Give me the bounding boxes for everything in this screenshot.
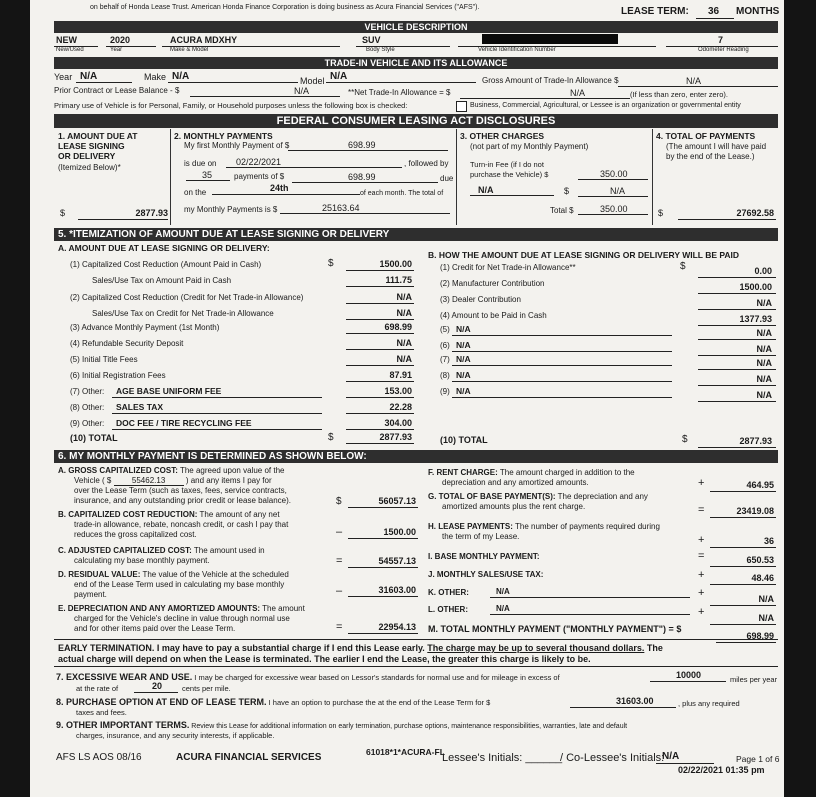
item-h-value: 36 (763, 536, 774, 546)
body-style-caption: Body Style (366, 47, 395, 53)
followed-by-label: , followed by (404, 159, 449, 168)
amount-due-dollar: $ (60, 208, 66, 218)
item-l-value: N/A (758, 613, 774, 623)
footer-doc-code: 61018*1*ACURA-FL (366, 747, 445, 757)
item-a: A. GROSS CAPITALIZED COST: The agreed upon value of the (58, 466, 285, 475)
item-b-text3: reduces the gross capitalized cost. (74, 530, 197, 539)
year-value: 2020 (110, 35, 131, 45)
new-used-caption: New/Used (56, 47, 84, 53)
vin-caption: Vehicle Identification Number (478, 47, 556, 53)
item-e-value: 22954.13 (378, 622, 416, 632)
item9-line1: 9. OTHER IMPORTANT TERMS. Review this Lease for additional information on early termination, purchase options, maintenance responsibilities, warranties, late and default (56, 720, 628, 730)
section5-b-item-label: (8) (440, 371, 450, 380)
section5-b-item-value: N/A (756, 298, 772, 308)
section5-a-item-value: 1500.00 (379, 259, 412, 269)
new-used-value: NEW (56, 35, 77, 45)
section5-a-item-name: SALES TAX (116, 402, 164, 412)
item-e-text3: and for other items paid over the Lease Term. (74, 624, 236, 633)
total-payments-sub1: (The amount I will have paid (666, 142, 767, 151)
item-d-op: – (336, 585, 343, 597)
item8-line1: 8. PURCHASE OPTION AT END OF LEASE TERM. I have an option to purchase the at the end of the Lease Term for $ (56, 697, 491, 707)
federal-disclosures-bar: FEDERAL CONSUMER LEASING ACT DISCLOSURES (54, 114, 778, 128)
item-g-op: = (698, 504, 705, 516)
section5-b-item-label: (7) (440, 355, 450, 364)
item-j-value: 48.46 (751, 573, 774, 583)
section5-b-total-dollar: $ (682, 434, 688, 445)
section5-b-item-value: 1500.00 (739, 282, 772, 292)
item-j-op: + (698, 569, 705, 581)
item-i: I. BASE MONTHLY PAYMENT: (428, 552, 540, 561)
section5-a-total-value: 2877.93 (379, 432, 412, 442)
item-f-op: + (698, 477, 705, 489)
item-k-op: + (698, 587, 705, 599)
item-m: M. TOTAL MONTHLY PAYMENT ("MONTHLY PAYMENT") = $ (428, 624, 682, 634)
trade-gross-value: N/A (686, 76, 702, 86)
other-charges-sub: (not part of my Monthly Payment) (470, 142, 589, 151)
item-e-op: = (336, 621, 343, 633)
due-on-date: 02/22/2021 (236, 157, 282, 167)
item-b-text2: trade-in allowance, rebate, noncash credit, or cash I pay that (74, 520, 289, 529)
section5-a-item-value: 87.91 (389, 370, 412, 380)
trade-gross-label: Gross Amount of Trade-In Allowance $ (482, 76, 619, 85)
trade-year-label: Year (54, 72, 73, 82)
business-use-text: Business, Commercial, Agricultural, or Lessee is an organization or governmental entity (470, 102, 741, 109)
item-b-op: – (336, 526, 343, 538)
section5-a-item-label: Sales/Use Tax on Amount Paid in Cash (92, 276, 232, 285)
item-a-value: 56057.13 (378, 496, 416, 506)
item-k: K. OTHER: (428, 588, 469, 597)
item-g-text2: amortized amounts plus the rent charge. (442, 502, 586, 511)
total-payments-dollar: $ (658, 208, 664, 218)
section5-a-item-label: (7) Other: (70, 387, 105, 396)
section5-b-item-label: (4) Amount to be Paid in Cash (440, 311, 547, 320)
section5-a-item-value: 153.00 (384, 386, 412, 396)
section5-a-item-label: Sales/Use Tax on Credit for Net Trade-in Allowance (92, 309, 274, 318)
item-f-text2: depreciation and any amortized amounts. (442, 478, 589, 487)
section5-a-item-label: (3) Advance Monthly Payment (1st Month) (70, 323, 220, 332)
section5-b-item-value: 1377.93 (739, 314, 772, 324)
amount-due-value: 2877.93 (135, 208, 168, 218)
section5-b-total-label: (10) TOTAL (440, 435, 488, 445)
lease-term-label: LEASE TERM: (621, 6, 689, 17)
section5-b-item-name: N/A (456, 386, 471, 396)
item-i-op: = (698, 550, 705, 562)
section5-b-item-value: N/A (756, 358, 772, 368)
section5-b-item-label: (9) (440, 387, 450, 396)
section5-a-title: A. AMOUNT DUE AT LEASE SIGNING OR DELIVERY: (58, 243, 270, 253)
item-a-vehicle: Vehicle ( $ 55462.13 ) and any items I pay for (74, 476, 272, 485)
item8-value: 31603.00 (616, 696, 654, 706)
payment-value: 698.99 (348, 172, 376, 182)
total-monthly-value: 25163.64 (322, 203, 360, 213)
section5-b-title: B. HOW THE AMOUNT DUE AT LEASE SIGNING OR DELIVERY WILL BE PAID (428, 250, 740, 260)
early-termination-line1: EARLY TERMINATION. I may have to pay a substantial charge if I end this Lease early. The charge may be up to several thousand dollars. The (58, 643, 663, 653)
other-charge-dollar: $ (564, 186, 570, 196)
trade-net-value: N/A (570, 88, 586, 98)
item-b: B. CAPITALIZED COST REDUCTION: The amount of any net (58, 510, 280, 519)
due-label: due (440, 174, 454, 183)
trade-model-value: N/A (330, 71, 348, 82)
each-month-label: of each month. The total of (360, 190, 444, 197)
payment-count: 35 (202, 170, 213, 180)
section5-b-total-value: 2877.93 (739, 436, 772, 446)
section5-b-item-name: N/A (456, 324, 471, 334)
section5-b-item-value: N/A (756, 374, 772, 384)
first-payment-value: 698.99 (348, 140, 376, 150)
item9-text2: charges, insurance, and any security interests, if applicable. (76, 731, 275, 740)
section5-a-item-value: 304.00 (384, 418, 412, 428)
primary-use-text: Primary use of Vehicle is for Personal, Family, or Household purposes unless the following box is checked: (54, 101, 408, 110)
section5-a-item-value: N/A (396, 292, 412, 302)
footer-company: ACURA FINANCIAL SERVICES (176, 752, 322, 763)
section5-b-item-label: (3) Dealer Contribution (440, 295, 521, 304)
section5-a-item-value: N/A (396, 338, 412, 348)
section5-b-dollar: $ (680, 261, 686, 272)
item-e-text2: charged for the Vehicle's decline in value through normal use (74, 614, 290, 623)
item-l-op: + (698, 606, 705, 618)
item-c: C. ADJUSTED CAPITALIZED COST: The amount used in (58, 546, 265, 555)
monthly-payments-title: 2. MONTHLY PAYMENTS (174, 131, 273, 141)
section5-a-item-label: (2) Capitalized Cost Reduction (Credit for Net Trade-in Allowance) (70, 293, 304, 302)
other-charges-total-value: 350.00 (600, 204, 628, 214)
item-c-value: 54557.13 (378, 556, 416, 566)
item-f: F. RENT CHARGE: The amount charged in addition to the (428, 468, 635, 477)
item-m-value: 698.99 (746, 631, 774, 641)
item-c-text2: calculating my base monthly payment. (74, 556, 210, 565)
footer-timestamp: 02/22/2021 01:35 pm (678, 765, 765, 775)
item-g: G. TOTAL OF BASE PAYMENT(S): The depreciation and any (428, 492, 648, 501)
amount-due-sub: (Itemized Below)* (58, 163, 121, 172)
trade-in-bar: TRADE-IN VEHICLE AND ITS ALLOWANCE (54, 57, 778, 69)
item8-text2: , plus any required (678, 699, 740, 708)
item-d-text3: payment. (74, 590, 107, 599)
turnin-fee-value: 350.00 (600, 169, 628, 179)
trade-prior-value: N/A (294, 86, 310, 96)
odometer-value: 7 (718, 35, 724, 45)
lease-term-unit: MONTHS (736, 6, 780, 17)
item8-text3: taxes and fees. (76, 708, 127, 717)
year-caption: Year (110, 47, 123, 53)
item-d: D. RESIDUAL VALUE: The value of the Vehicle at the scheduled (58, 570, 289, 579)
section5-b-item-value: N/A (756, 328, 772, 338)
lease-term-value: 36 (708, 6, 720, 17)
trade-net-note: (If less than zero, enter zero). (630, 90, 728, 99)
item-k-name: N/A (496, 587, 510, 596)
section5-a-item-label: (9) Other: (70, 419, 105, 428)
section5-b-item-name: N/A (456, 370, 471, 380)
on-the-label: on the (184, 188, 207, 197)
total-payments-title: 4. TOTAL OF PAYMENTS (656, 131, 756, 141)
total-monthly-label: my Monthly Payments is $ (184, 205, 278, 214)
header-top-text: on behalf of Honda Lease Trust. American Honda Finance Corporation is doing business as Acura Financial Services ("AFS"). (90, 4, 480, 11)
other-charges-title: 3. OTHER CHARGES (460, 131, 545, 141)
section5-a-item-label: (6) Initial Registration Fees (70, 371, 166, 380)
item-l: L. OTHER: (428, 605, 468, 614)
other-charge-name: N/A (478, 185, 494, 195)
item-f-value: 464.95 (746, 480, 774, 490)
amount-due-title: 1. AMOUNT DUE AT LEASE SIGNING OR DELIVERY (58, 131, 138, 161)
section5-b-item-value: 0.00 (754, 266, 772, 276)
turnin-fee-line1: Turn-in Fee (if I do not (470, 160, 544, 169)
item-i-value: 650.53 (746, 555, 774, 565)
first-payment-label: My first Monthly Payment of $ (184, 141, 290, 150)
item-d-text2: end of the Lease Term used in calculating my base monthly (74, 580, 285, 589)
trade-prior-label: Prior Contract or Lease Balance - $ (54, 86, 180, 95)
trade-net-label: **Net Trade-In Allowance = $ (348, 88, 451, 97)
section5-a-item-value: 111.75 (385, 275, 412, 285)
payment-day: 24th (270, 183, 289, 193)
due-on-label: is due on (184, 159, 217, 168)
payments-of-label: payments of $ (234, 172, 285, 181)
turnin-fee-line2: purchase the Vehicle) $ (470, 170, 549, 179)
section6-bar: 6. MY MONTHLY PAYMENT IS DETERMINED AS SHOWN BELOW: (54, 450, 778, 463)
total-payments-value: 27692.58 (736, 208, 774, 218)
trade-make-value: N/A (172, 71, 190, 82)
section5-a-item-name: AGE BASE UNIFORM FEE (116, 386, 222, 396)
section5-b-item-value: N/A (756, 390, 772, 400)
item7-miles: 10000 (676, 670, 702, 680)
item-h-text2: the term of my Lease. (442, 532, 520, 541)
section5-a-item-value: N/A (396, 308, 412, 318)
item7-miles-unit: miles per year (730, 675, 778, 684)
item7-rate: 20 (152, 681, 163, 691)
make-model-caption: Make & Model (170, 47, 209, 53)
make-model-value: ACURA MDXHY (170, 35, 238, 45)
other-charge-value: N/A (610, 186, 626, 196)
early-termination-line2: actual charge will depend on when the Lease is terminated. The earlier I end the Lease, the greater this charge is likely to be. (58, 654, 591, 664)
item-g-value: 23419.08 (736, 506, 774, 516)
odometer-caption: Odometer Reading (698, 47, 749, 53)
item-a-dollar: $ (336, 496, 342, 507)
section5-a-item-value: 698.99 (384, 322, 412, 332)
section5-a-item-label: (4) Refundable Security Deposit (70, 339, 184, 348)
item-j: J. MONTHLY SALES/USE TAX: (428, 570, 544, 579)
section5-a-item-label: (1) Capitalized Cost Reduction (Amount Paid in Cash) (70, 260, 262, 269)
item-a-text4: insurance, and any outstanding prior credit or lease balance). (74, 496, 292, 505)
section5-b-item-label: (6) (440, 341, 450, 350)
vehicle-description-bar: VEHICLE DESCRIPTION (54, 21, 778, 33)
trade-year-value: N/A (80, 71, 98, 82)
body-style-value: SUV (362, 35, 381, 45)
footer-form-code: AFS LS AOS 08/16 (56, 752, 142, 763)
colessee-initials-label: / Co-Lessee's Initials: (560, 752, 665, 764)
section5-a-dollar: $ (328, 258, 334, 269)
lessee-initials: Lessee's Initials: ______ (442, 752, 563, 764)
item-h-op: + (698, 534, 705, 546)
item7-rate-label: at the rate of (76, 684, 119, 693)
section5-a-total-dollar: $ (328, 432, 334, 443)
item-c-op: = (336, 555, 343, 567)
section5-bar: 5. *ITEMIZATION OF AMOUNT DUE AT LEASE SIGNING OR DELIVERY (54, 228, 778, 241)
section5-a-item-name: DOC FEE / TIRE RECYCLING FEE (116, 418, 252, 428)
business-use-checkbox[interactable] (456, 101, 467, 112)
section5-a-item-value: N/A (396, 354, 412, 364)
footer-page: Page 1 of 6 (736, 754, 780, 764)
section5-b-item-name: N/A (456, 340, 471, 350)
colessee-initials-value: N/A (662, 751, 680, 762)
item-d-value: 31603.00 (378, 585, 416, 595)
section5-a-total-label: (10) TOTAL (70, 433, 118, 443)
total-payments-sub2: by the end of the Lease.) (666, 152, 755, 161)
item-b-value: 1500.00 (383, 527, 416, 537)
section5-b-item-name: N/A (456, 354, 471, 364)
section5-a-item-label: (8) Other: (70, 403, 105, 412)
other-charges-total-label: Total $ (550, 206, 574, 215)
section5-b-item-label: (5) (440, 325, 450, 334)
trade-model-label: Model (300, 76, 325, 86)
item-l-name: N/A (496, 604, 510, 613)
item-e: E. DEPRECIATION AND ANY AMORTIZED AMOUNTS: The amount (58, 604, 305, 613)
item-a-text3: over the Lease Term (such as taxes, fees, service contracts, (74, 486, 287, 495)
section5-b-item-label: (1) Credit for Net Trade-in Allowance** (440, 263, 576, 272)
section5-a-item-label: (5) Initial Title Fees (70, 355, 138, 364)
section5-a-item-value: 22.28 (389, 402, 412, 412)
item-h: H. LEASE PAYMENTS: The number of payments required during (428, 522, 660, 531)
trade-make-label: Make (144, 72, 167, 82)
item7-line1: 7. EXCESSIVE WEAR AND USE. I may be charged for excessive wear based on Lessor's standards for normal use and for mileage in excess of (56, 672, 560, 682)
section5-b-item-label: (2) Manufacturer Contribution (440, 279, 545, 288)
item7-rate-unit: cents per mile. (182, 684, 231, 693)
item-k-value: N/A (758, 594, 774, 604)
lease-document-page (30, 0, 784, 797)
section5-b-item-value: N/A (756, 344, 772, 354)
